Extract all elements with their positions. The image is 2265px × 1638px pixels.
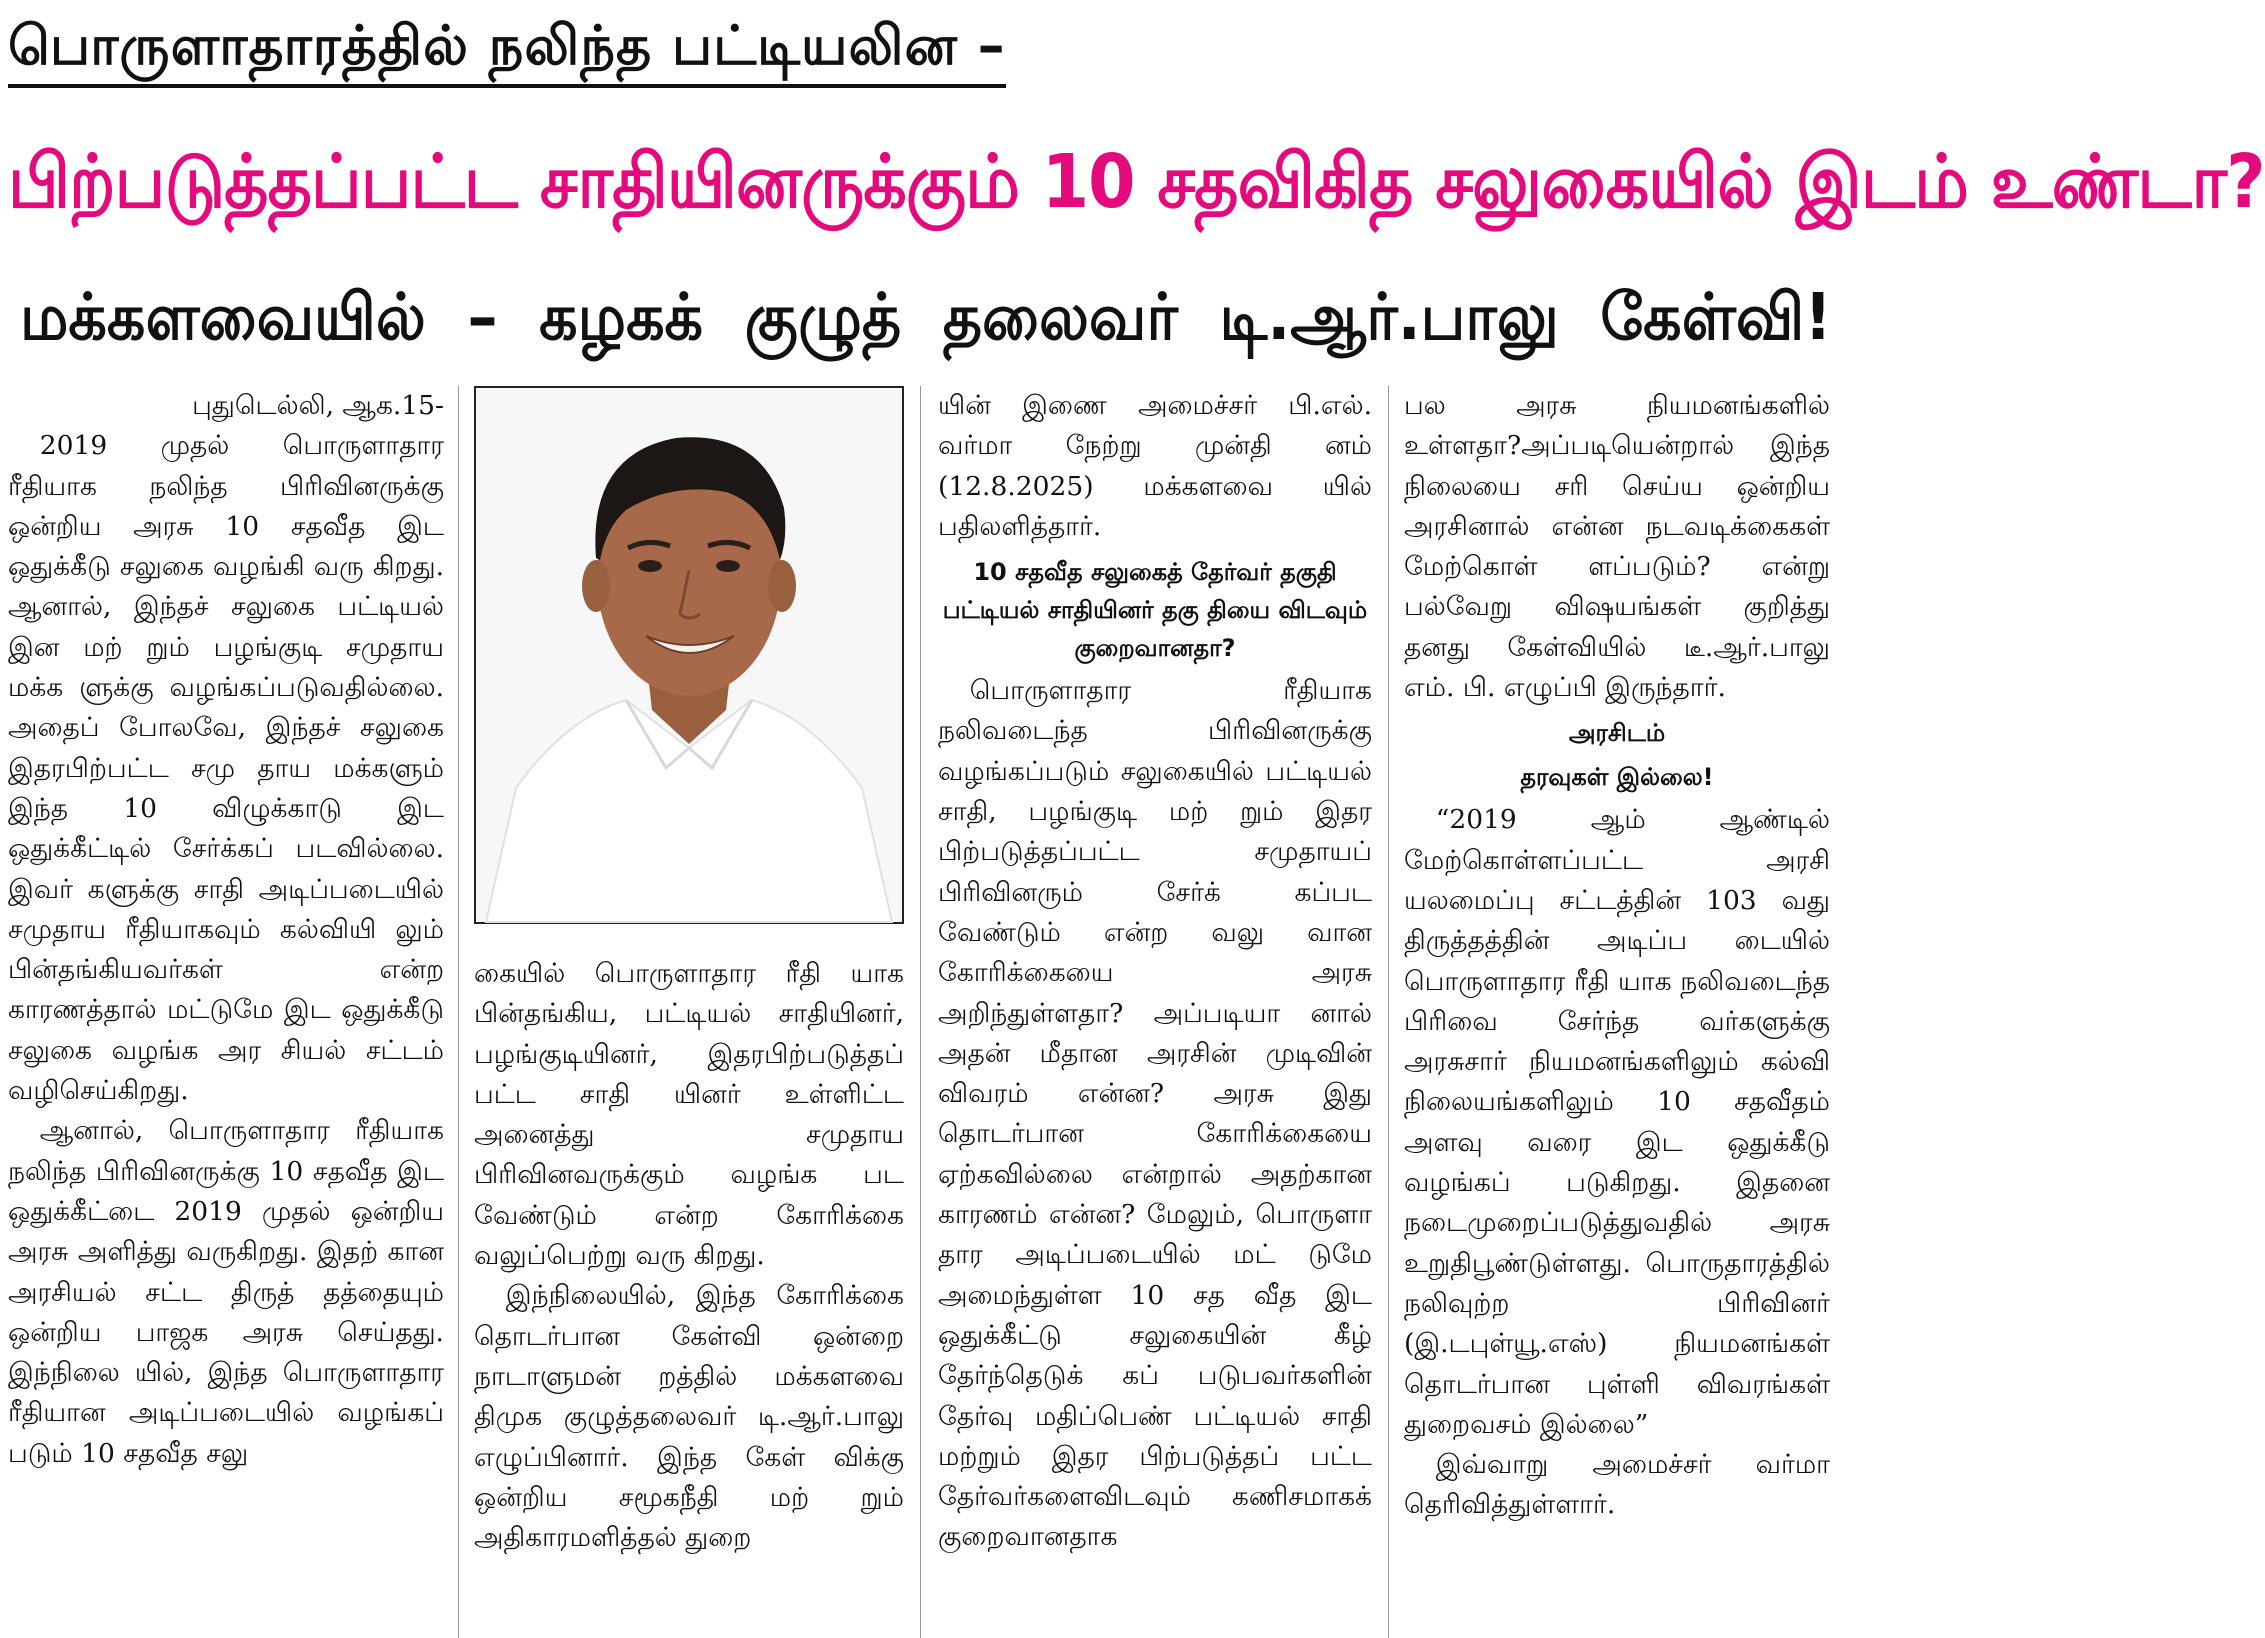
paragraph: யின் இணை அமைச்சர் பி.எல். வர்மா நேற்று முன்தி னம் (12.8.2025) மக்களவை யில் பதிலளித்தார். [938,390,1372,542]
column-divider [1388,386,1389,1638]
paragraph: 2019 முதல் பொருளாதார ரீதியாக நலிந்த பிரிவினருக்கு ஒன்றிய அரசு 10 சதவீத இட ஒதுக்கீடு சலுகை வழங்கி வரு கிறது. ஆனால், இந்தச் சலுகை பட்டியல் இன மற் றும் பழங்குடி சமுதாய மக்க ளுக்கு வழங்கப்படுவதில்லை. அதைப் போலவே, இந்தச் சலுகை இதரபிற்பட்ட சமு தாய மக்களும் இந்த 10 விழுக்காடு இட ஒதுக்கீட்டில் சேர்க்கப் படவில்லை. இவர் களுக்கு சாதி அடிப்படையில் சமுதாய ரீதியாகவும் கல்வியி லும் பின்தங்கியவர்கள் என்ற காரணத்தால் மட்டுமே இட ஒதுக்கீடு சலுகை வழங்க அர சியல் சட்டம் வழிசெய்கிறது. [8,430,444,1107]
paragraph: இந்நிலையில், இந்த கோரிக்கை தொடர்பான கேள்வி ஒன்றை நாடாளுமன் றத்தில் மக்களவை திமுக குழுத்தலைவர் டி.ஆர்.பாலு எழுப்பினார். இந்த கேள் விக்கு ஒன்றிய சமூகநீதி மற் றும் அதிகாரமளித்தல் துறை [474,1280,904,1554]
paragraph: இவ்வாறு அமைச்சர் வர்மா தெரிவித்துள்ளார். [1404,1449,1830,1521]
article-column-1 [8,386,444,1638]
paragraph: ஆனால், பொருளாதார ரீதியாக நலிந்த பிரிவினருக்கு 10 சதவீத இட ஒதுக்கீட்டை 2019 முதல் ஒன்றிய அரசு அளித்து வருகிறது. இதற் கான அரசியல் சட்ட திருத் தத்தையும் ஒன்றிய பாஜக அரசு செய்தது. இந்நிலை யில், இந்த பொருளாதார ரீதியான அடிப்படையில் வழங்கப் படும் 10 சதவீத சலு [8,1115,444,1469]
dateline: புதுடெல்லி, ஆக.15- [192,390,444,421]
sub-headline: மக்களவையில் – கழகக் குழுத் தலைவர் டி.ஆர்.பாலு கேள்வி! [20,281,1832,355]
portrait-illustration [476,388,902,922]
paragraph: பல அரசு நியமனங்களில் உள்ளதா?அப்படியென்றால் இந்த நிலையை சரி செய்ய ஒன்றிய அரசினால் என்ன நடவடிக்கைகள் மேற்கொள் ளப்படும்? என்று பல்வேறு விஷயங்கள் குறித்து தனது கேள்வியில் டீ.ஆர்.பாலு எம். பி. எழுப்பி இருந்தார். [1404,390,1830,704]
kicker-headline [8,6,1006,88]
main-headline: பிற்படுத்தப்பட்ட சாதியினருக்கும் 10 சதவிகித சலுகையில் இடம் உண்டா? [8,139,2265,225]
article-column-3 [938,386,1372,1638]
kicker-text: பொருளாதாரத்தில் நலிந்த பட்டியலின – [8,14,1006,77]
column-divider [458,386,459,1638]
paragraph: பொருளாதார ரீதியாக நலிவடைந்த பிரிவினருக்கு வழங்கப்படும் சலுகையில் பட்டியல் சாதி, பழங்குடி மற் றும் இதர பிற்படுத்தப்பட்ட சமுதாயப் பிரிவினரும் சேர்க் கப்பட வேண்டும் என்ற வலு வான கோரிக்கையை அரசு அறிந்துள்ளதா? அப்படியா னால் அதன் மீதான அரசின் முடிவின் விவரம் என்ன? அரசு இது தொடர்பான கோரிக்கையை ஏற்கவில்லை என்றால் அதற்கான காரணம் என்ன? மேலும், பொருளா தார அடிப்படையில் மட் டுமே அமைந்துள்ள 10 சத வீத இட ஒதுக்கீட்டு சலுகையின் கீழ் தேர்ந்தெடுக் கப் படுபவர்களின் தேர்வு மதிப்பெண் பட்டியல் சாதி மற்றும் இதர பிற்படுத்தப் பட்ட தேர்வர்களைவிடவும் கணிசமாகக் குறைவானதாக [938,675,1372,1553]
section-heading: தரவுகள் இல்லை! [1520,763,1714,792]
section-heading: 10 சதவீத சலுகைத் தேர்வர் தகுதி பட்டியல் சாதியினர் தகு தியை விடவும் குறைவானதா? [942,558,1368,663]
paragraph: “2019 ஆம் ஆண்டில் மேற்கொள்ளப்பட்ட அரசி யலமைப்பு சட்டத்தின் 103 வது திருத்தத்தின் அடிப்ப டையில் பொருளாதார ரீதி யாக நலிவடைந்த பிரிவை சேர்ந்த வர்களுக்கு அரசுசார் நியமனங்களிலும் கல்வி நிலையங்களிலும் 10 சதவீதம் அளவு வரை இட ஒதுக்கீடு வழங்கப் படுகிறது. இதனை நடைமுறைப்படுத்துவதில் அரசு உறுதிபூண்டுள்ளது. பொருதாரத்தில் நலிவுற்ற பிரிவினர் (இ.டபுள்யூ.எஸ்) நியமனங்கள் தொடர்பான புள்ளி விவரங்கள் துறைவசம் இல்லை” [1404,804,1830,1440]
person-photo [474,386,904,924]
article-column-2 [474,386,904,1638]
column-divider [920,386,921,1638]
section-heading: அரசிடம் [1568,719,1666,748]
paragraph: கையில் பொருளாதார ரீதி யாக பின்தங்கிய, பட்டியல் சாதியினர், பழங்குடியினர், இதரபிற்படுத்தப் பட்ட சாதி யினர் உள்ளிட்ட அனைத்து சமுதாய பிரிவினவருக்கும் வழங்க பட வேண்டும் என்ற கோரிக்கை வலுப்பெற்று வரு கிறது. [474,958,904,1272]
article-column-4 [1404,386,1830,1638]
column-2-text [474,954,904,1558]
